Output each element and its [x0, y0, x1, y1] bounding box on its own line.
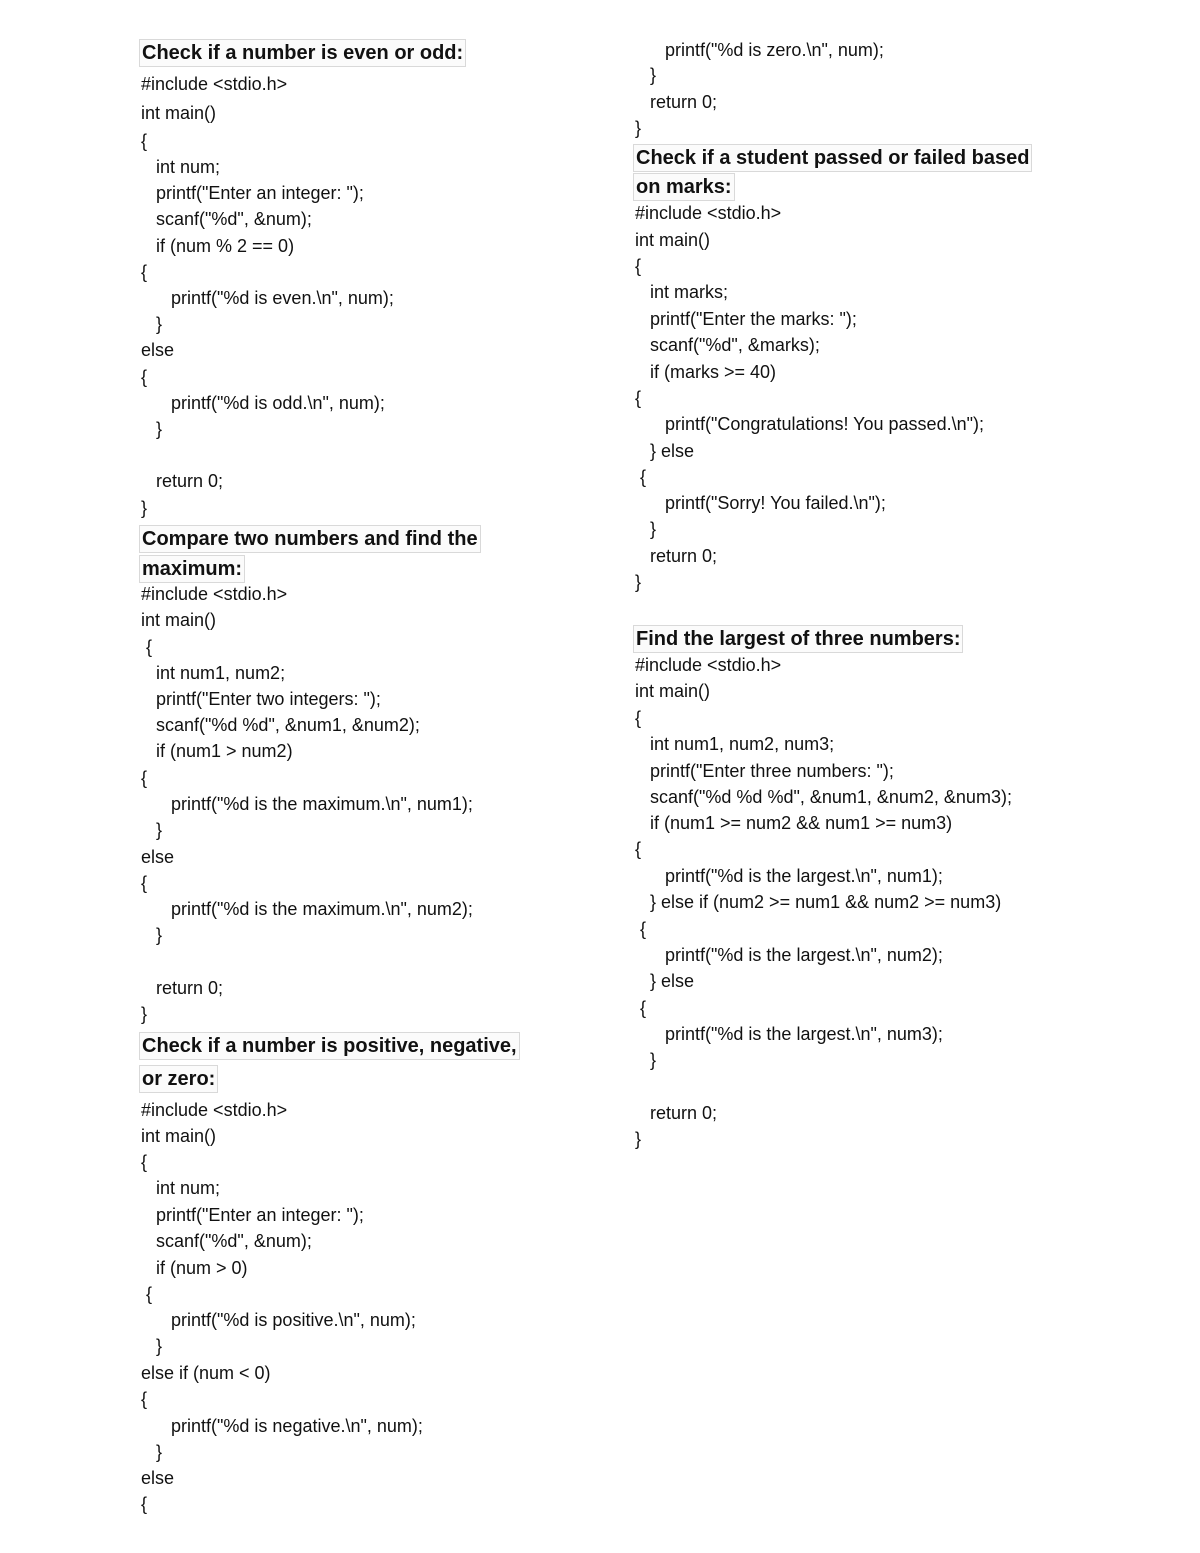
- code-line: #include <stdio.h>: [141, 1100, 288, 1120]
- code-line: printf("%d is odd.\n", num);: [141, 393, 385, 413]
- code-line: return 0;: [635, 1103, 718, 1123]
- code-line: }: [141, 419, 163, 439]
- code-line: int num;: [141, 157, 221, 177]
- code-line: {: [141, 873, 148, 893]
- code-line: if (num1 > num2): [141, 741, 293, 761]
- code-line: {: [141, 131, 148, 151]
- code-line: scanf("%d %d %d", &num1, &num2, &num3);: [635, 787, 1012, 807]
- code-line: } else: [635, 971, 695, 991]
- code-line: #include <stdio.h>: [635, 655, 782, 675]
- code-line: printf("%d is negative.\n", num);: [141, 1416, 423, 1436]
- section-heading: maximum:: [139, 555, 245, 583]
- code-line: printf("%d is the maximum.\n", num1);: [141, 794, 473, 814]
- code-line: int main(): [635, 230, 711, 250]
- code-line: printf("Enter an integer: ");: [141, 183, 364, 203]
- code-line: int num1, num2;: [141, 663, 286, 683]
- code-line: } else: [635, 441, 695, 461]
- code-line: }: [635, 519, 657, 539]
- code-line: else: [141, 1468, 175, 1488]
- code-line: #include <stdio.h>: [141, 74, 288, 94]
- code-line: }: [635, 1129, 642, 1149]
- code-line: }: [635, 118, 642, 138]
- code-line: printf("%d is the maximum.\n", num2);: [141, 899, 473, 919]
- code-line: {: [141, 1389, 148, 1409]
- code-line: printf("Enter an integer: ");: [141, 1205, 364, 1225]
- code-line: int marks;: [635, 282, 729, 302]
- code-line: if (num1 >= num2 && num1 >= num3): [635, 813, 953, 833]
- code-line: if (marks >= 40): [635, 362, 777, 382]
- code-line: scanf("%d", &num);: [141, 1231, 312, 1251]
- code-line: if (num % 2 == 0): [141, 236, 295, 256]
- code-line: int num1, num2, num3;: [635, 734, 835, 754]
- code-line: #include <stdio.h>: [141, 584, 288, 604]
- code-line: printf("%d is the largest.\n", num2);: [635, 945, 943, 965]
- code-line: printf("Sorry! You failed.\n");: [635, 493, 886, 513]
- code-line: {: [635, 708, 642, 728]
- code-line: } else if (num2 >= num1 && num2 >= num3): [635, 892, 1002, 912]
- code-line: {: [635, 467, 647, 487]
- code-line: {: [141, 1284, 153, 1304]
- code-line: printf("Enter three numbers: ");: [635, 761, 894, 781]
- code-line: scanf("%d %d", &num1, &num2);: [141, 715, 420, 735]
- code-line: return 0;: [141, 471, 224, 491]
- code-line: {: [635, 998, 647, 1018]
- code-line: {: [141, 637, 153, 657]
- code-line: {: [635, 256, 642, 276]
- code-line: printf("%d is the largest.\n", num3);: [635, 1024, 943, 1044]
- section-heading: Check if a number is positive, negative,: [139, 1032, 520, 1060]
- code-line: printf("%d is positive.\n", num);: [141, 1310, 416, 1330]
- code-line: }: [141, 314, 163, 334]
- section-heading: Find the largest of three numbers:: [633, 625, 963, 653]
- code-line: else if (num < 0): [141, 1363, 271, 1383]
- code-line: int num;: [141, 1178, 221, 1198]
- code-line: }: [635, 572, 642, 592]
- code-line: int main(): [635, 681, 711, 701]
- code-line: {: [141, 367, 148, 387]
- code-line: }: [141, 498, 148, 518]
- code-line: scanf("%d", &num);: [141, 209, 312, 229]
- code-line: {: [141, 1494, 148, 1514]
- code-line: scanf("%d", &marks);: [635, 335, 820, 355]
- code-line: #include <stdio.h>: [635, 203, 782, 223]
- code-line: return 0;: [635, 546, 718, 566]
- code-line: int main(): [141, 610, 217, 630]
- code-line: if (num > 0): [141, 1258, 248, 1278]
- code-line: return 0;: [141, 978, 224, 998]
- code-line: else: [141, 340, 175, 360]
- code-line: }: [635, 65, 657, 85]
- code-line: printf("%d is even.\n", num);: [141, 288, 394, 308]
- code-line: {: [141, 262, 148, 282]
- code-line: printf("Enter two integers: ");: [141, 689, 381, 709]
- code-line: }: [141, 925, 163, 945]
- code-line: }: [141, 1004, 148, 1024]
- section-heading: on marks:: [633, 173, 735, 201]
- code-line: return 0;: [635, 92, 718, 112]
- section-heading: Check if a student passed or failed based: [633, 144, 1032, 172]
- section-heading: Check if a number is even or odd:: [139, 39, 466, 67]
- code-line: {: [141, 768, 148, 788]
- code-line: printf("%d is zero.\n", num);: [635, 40, 884, 60]
- code-line: }: [635, 1050, 657, 1070]
- code-line: {: [141, 1152, 148, 1172]
- section-heading: or zero:: [139, 1065, 218, 1093]
- code-line: else: [141, 847, 175, 867]
- code-line: {: [635, 839, 642, 859]
- code-line: }: [141, 1336, 163, 1356]
- code-line: int main(): [141, 103, 217, 123]
- code-line: printf("Enter the marks: ");: [635, 309, 857, 329]
- code-line: }: [141, 820, 163, 840]
- code-line: printf("%d is the largest.\n", num1);: [635, 866, 943, 886]
- section-heading: Compare two numbers and find the: [139, 525, 481, 553]
- code-line: {: [635, 919, 647, 939]
- code-line: {: [635, 388, 642, 408]
- code-line: int main(): [141, 1126, 217, 1146]
- code-line: }: [141, 1442, 163, 1462]
- code-line: printf("Congratulations! You passed.\n");: [635, 414, 984, 434]
